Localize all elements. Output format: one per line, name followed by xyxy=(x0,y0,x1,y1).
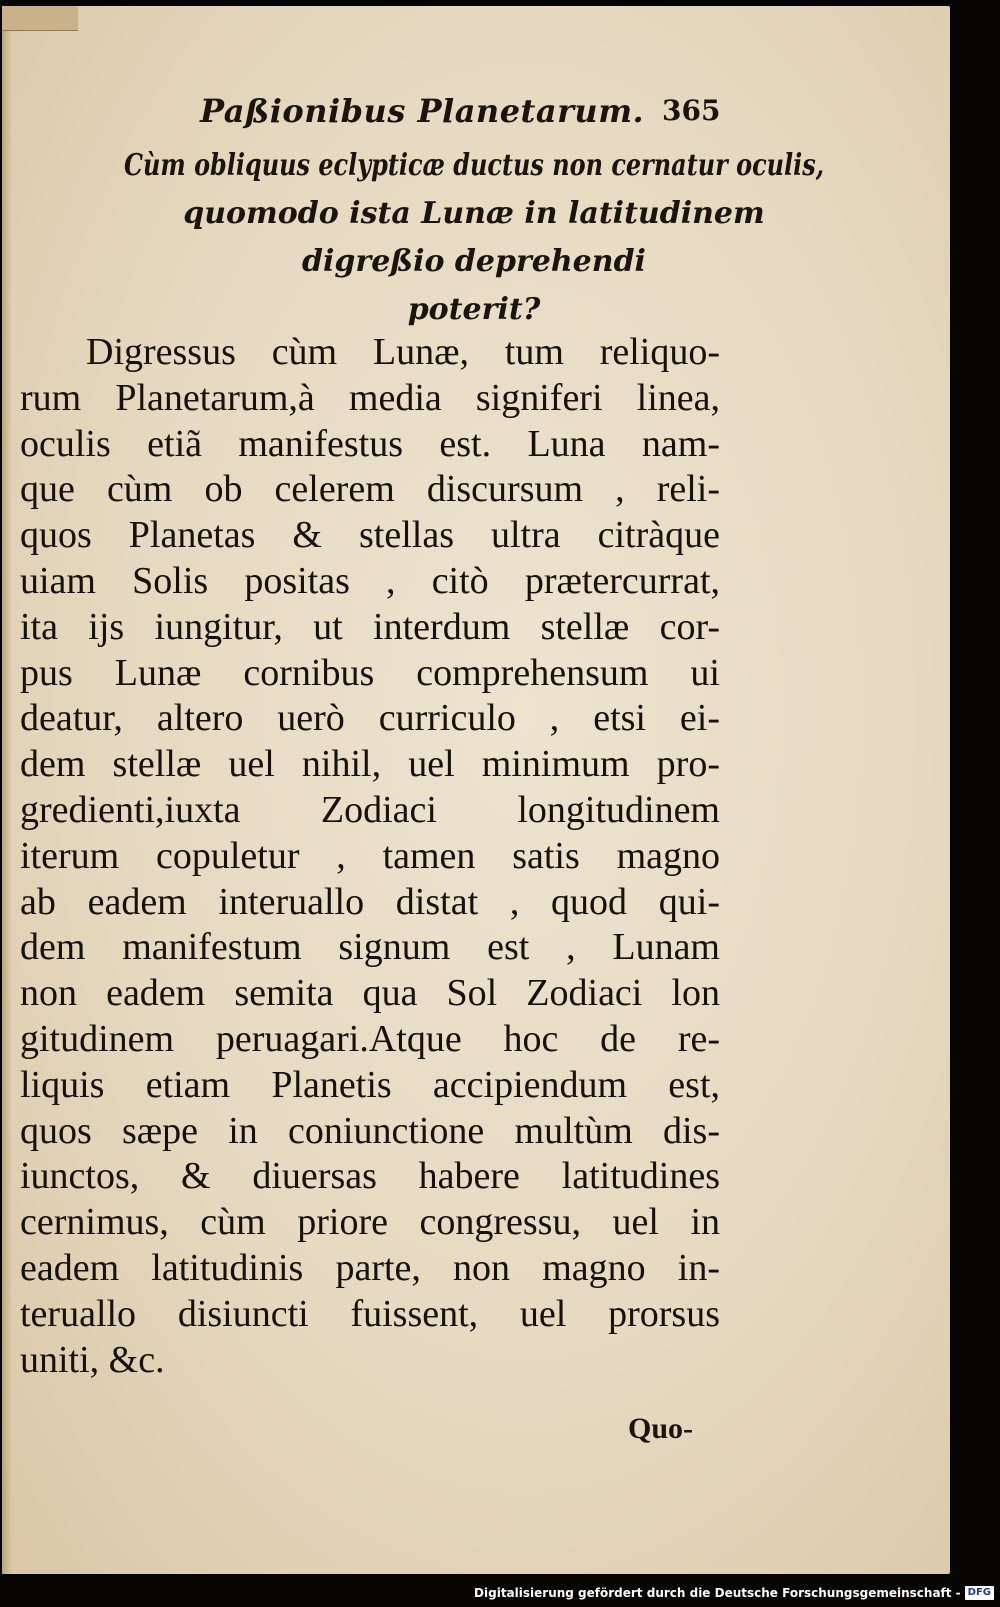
text-line: uniti, &c. xyxy=(20,1338,165,1381)
section-heading xyxy=(0,142,948,334)
text-line: dem manifestum signum est , Lunam xyxy=(20,926,720,969)
heading-line: quomodo ista Lunæ in latitudinem xyxy=(183,196,765,231)
heading-line: digreßio deprehendi xyxy=(302,244,646,279)
heading-line: Cùm obliquus eclypticæ ductus non cernatur oculis, xyxy=(123,148,825,183)
text-line: quos Planetas & stellas ultra citràque xyxy=(20,514,720,557)
text-line: pus Lunæ cornibus comprehensum ui xyxy=(20,651,720,694)
text-line: gredienti,iuxta Zodiaci longitudinem xyxy=(20,788,720,831)
dfg-logo[interactable]: DFG xyxy=(965,1586,994,1600)
text-line: rum Planetarum,à media signiferi linea, xyxy=(20,376,720,419)
page-tab-marker xyxy=(2,6,78,31)
running-head: Paßionibus Planetarum. xyxy=(200,92,645,130)
text-line: iterum copuletur , tamen satis magno xyxy=(20,834,720,877)
text-line: liquis etiam Planetis accipiendum est, xyxy=(20,1063,720,1106)
text-line: non eadem semita qua Sol Zodiaci lon xyxy=(20,972,720,1015)
page-number: 365 xyxy=(662,94,721,127)
text-line: dem stellæ uel nihil, uel minimum pro- xyxy=(20,743,720,786)
catchword: Quo- xyxy=(628,1412,694,1445)
text-line: gitudinem peruagari.Atque hoc de re- xyxy=(20,1017,720,1060)
body-paragraph xyxy=(20,330,720,1383)
text-line: eadem latitudinis parte, non magno in- xyxy=(20,1246,720,1289)
text-line: ita ijs iungitur, ut interdum stellæ cor- xyxy=(20,605,720,648)
text-line: deatur, altero uerò curriculo , etsi ei- xyxy=(20,697,720,740)
text-line: cernimus, cùm priore congressu, uel in xyxy=(20,1201,720,1244)
heading-line: poterit? xyxy=(407,292,541,327)
page-header xyxy=(0,86,948,136)
text-line: Digressus cùm Lunæ, tum reliquo- xyxy=(86,331,720,373)
text-line: oculis etiã manifestus est. Luna nam- xyxy=(20,422,720,465)
text-line: uiam Solis positas , citò prætercurrat, xyxy=(20,559,720,602)
text-line: iunctos, & diuersas habere latitudines xyxy=(20,1155,720,1198)
text-line: ab eadem interuallo distat , quod qui- xyxy=(20,880,720,923)
text-line: teruallo disiuncti fuissent, uel prorsus xyxy=(20,1292,720,1335)
text-line: quos sæpe in coniunctione multùm dis- xyxy=(20,1109,720,1152)
footer-credit: Digitalisierung gefördert durch die Deutsche Forschungsgemeinschaft - xyxy=(474,1586,961,1600)
digitization-footer xyxy=(474,1585,994,1601)
text-line: que cùm ob celerem discursum , reli- xyxy=(20,468,720,511)
